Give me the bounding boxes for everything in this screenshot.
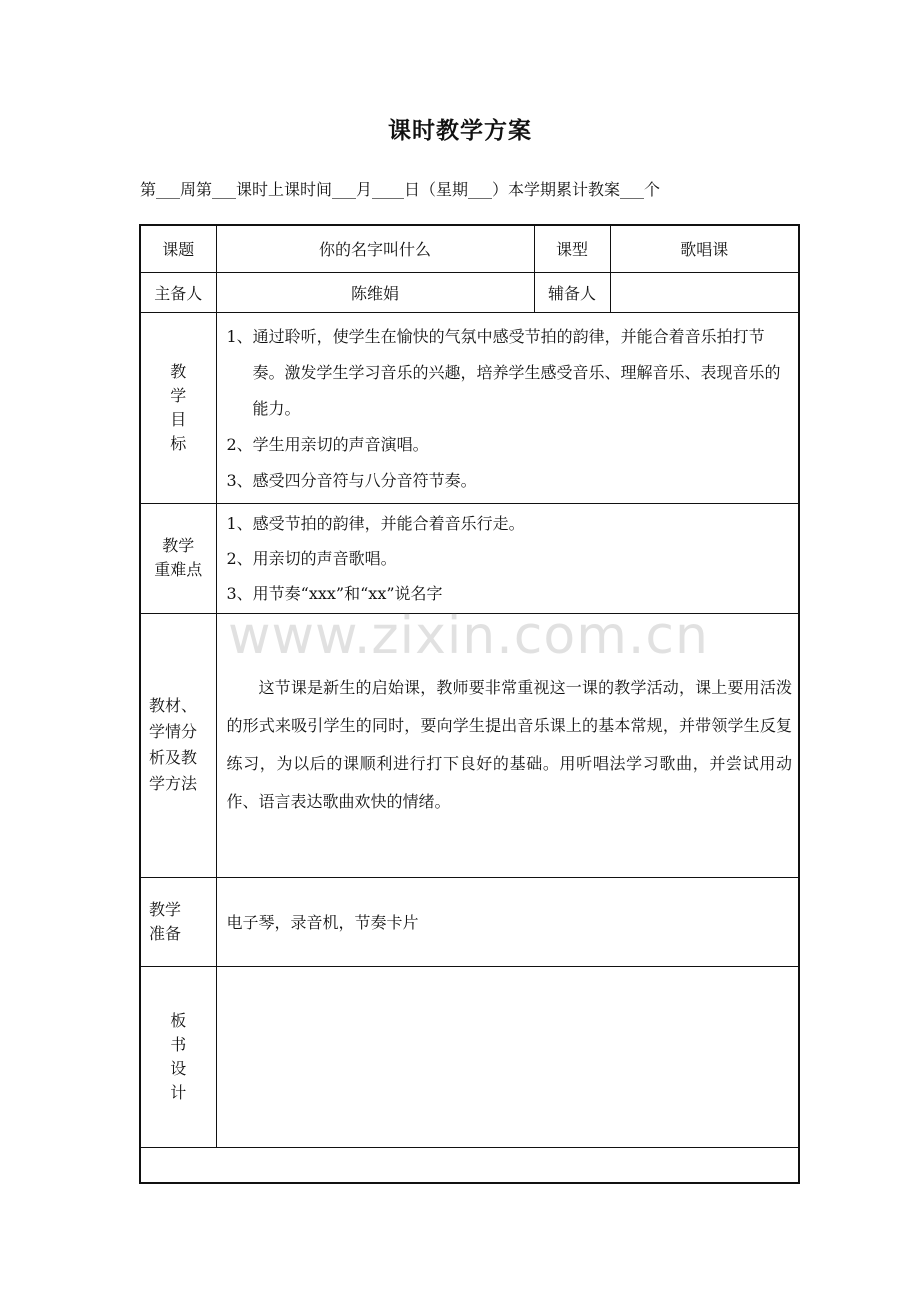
lesson-plan-table <box>139 224 800 1184</box>
lead-preparer-label: 主备人 <box>140 272 216 312</box>
key-point-item: 3、用节奏“xxx”和“xx”说名字 <box>226 583 443 603</box>
goals-label: 教 学 目 标 <box>140 312 216 503</box>
key-points-content <box>216 503 799 613</box>
preparer-row <box>140 272 799 312</box>
goal-item: 3、感受四分音符与八分音符节奏。 <box>226 470 477 490</box>
page-title: 课时教学方案 <box>388 118 532 144</box>
board-design-label: 板 书 设 计 <box>140 966 216 1147</box>
goal-item: 1、通过聆听，使学生在愉快的气氛中感受节拍的韵律，并能合着音乐拍打节奏。激发学生学习音乐的兴趣，培养学生感受音乐、理解音乐、表现音乐的能力。 <box>226 326 781 418</box>
watermark: www.zixin.com.cn <box>228 606 709 666</box>
topic-label: 课题 <box>140 225 216 272</box>
schedule-line: 第___周第___课时上课时间___月____日（星期___）本学期累计教案___个 <box>140 180 661 199</box>
topic-value: 你的名字叫什么 <box>216 225 534 272</box>
goals-content <box>216 312 799 503</box>
key-point-item: 1、感受节拍的韵律，并能合着音乐行走。 <box>226 513 525 533</box>
assist-preparer-label: 辅备人 <box>534 272 610 312</box>
assist-preparer-value <box>610 272 799 312</box>
goals-row <box>140 312 799 503</box>
preparation-row <box>140 877 799 966</box>
goal-item: 2、学生用亲切的声音演唱。 <box>226 434 429 454</box>
board-design-content <box>216 966 799 1147</box>
preparation-content: 电子琴，录音机，节奏卡片 <box>216 877 799 966</box>
key-points-label: 教学 重难点 <box>140 503 216 613</box>
key-points-row <box>140 503 799 613</box>
footer-cell <box>140 1147 799 1183</box>
footer-row <box>140 1147 799 1183</box>
board-design-row <box>140 966 799 1147</box>
analysis-row <box>140 613 799 877</box>
analysis-content: 这节课是新生的启始课，教师要非常重视这一课的教学活动，课上要用活泼的形式来吸引学生的同时，要向学生提出音乐课上的基本常规，并带领学生反复练习，为以后的课顺利进行打下良好的基础。用听唱法学习歌曲，并尝试用动作、语言表达歌曲欢快的情绪。 <box>216 613 799 877</box>
preparation-label: 教学 准备 <box>140 877 216 966</box>
topic-row <box>140 225 799 272</box>
key-point-item: 2、用亲切的声音歌唱。 <box>226 548 397 568</box>
analysis-label: 教材、 学情分 析及教 学方法 <box>140 613 216 877</box>
type-label: 课型 <box>534 225 610 272</box>
type-value: 歌唱课 <box>610 225 799 272</box>
lead-preparer-value: 陈维娟 <box>216 272 534 312</box>
